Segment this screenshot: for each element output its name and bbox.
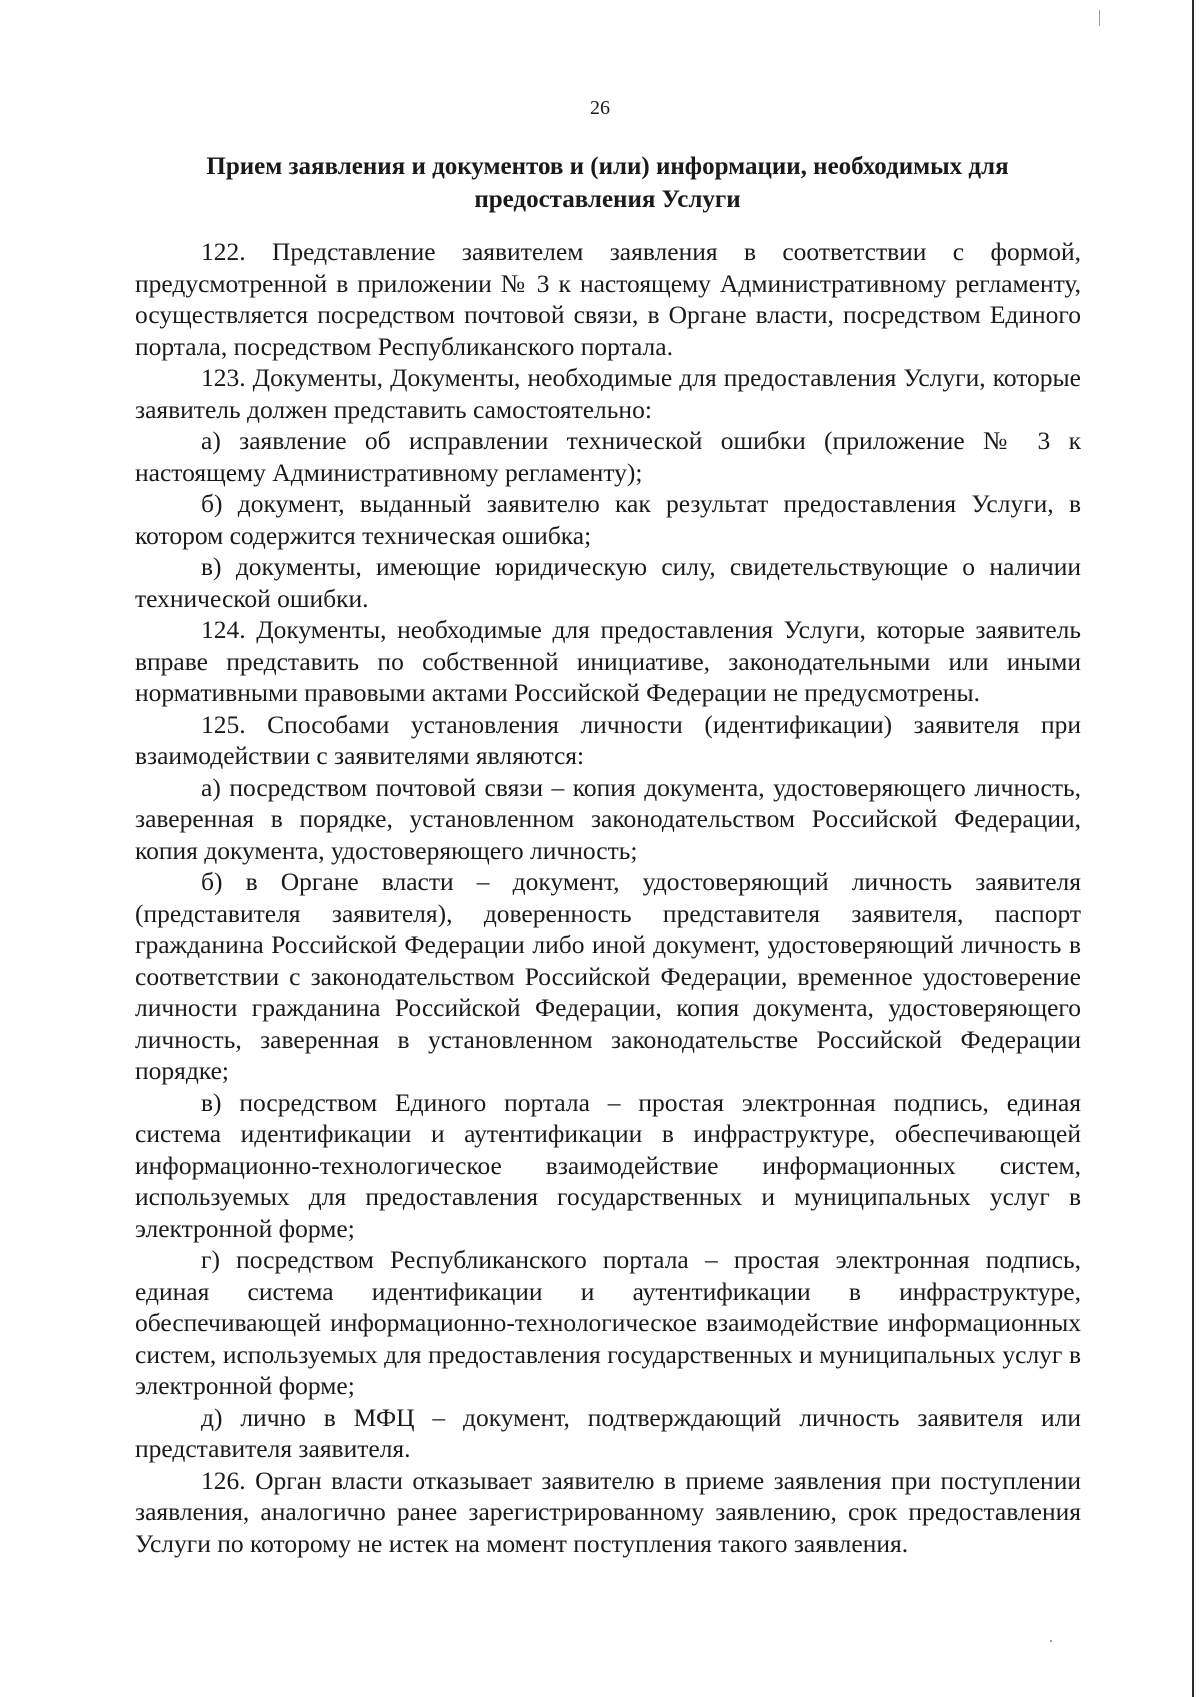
paragraph-123-a: а) заявление об исправлении технической ошибки (приложение № 3 к настоящему Административному регламенту); xyxy=(135,426,1081,487)
paragraph-123: 123. Документы, Документы, необходимые для предоставления Услуги, которые заявитель должен представить самостоятельно: xyxy=(135,363,1081,424)
document-body xyxy=(135,236,1081,1559)
paragraph-123-v: в) документы, имеющие юридическую силу, свидетельствующие о наличии технической ошибки. xyxy=(135,552,1081,613)
page-number: 26 xyxy=(590,97,610,119)
paragraph-123-b: б) документ, выданный заявителю как результат предоставления Услуги, в котором содержится техническая ошибка; xyxy=(135,489,1081,550)
section-title: Прием заявления и документов и (или) информации, необходимых для предоставления Услуги xyxy=(206,153,1009,213)
paragraph-125: 125. Способами установления личности (идентификации) заявителя при взаимодействии с заявителями являются: xyxy=(135,709,1081,770)
paragraph-125-d: д) лично в МФЦ – документ, подтверждающий личность заявителя или представителя заявителя. xyxy=(135,1402,1081,1463)
scan-mark xyxy=(1099,10,1100,26)
paragraph-126: 126. Орган власти отказывает заявителю в приеме заявления при поступлении заявления, аналогично ранее зарегистрированному заявлению, срок предоставления Услуги по которому не истек на момент поступления такого заявления. xyxy=(135,1465,1081,1558)
paragraph-125-v: в) посредством Единого портала – простая электронная подпись, единая система идентификации и аутентификации в инфраструктуре, обеспечивающей информационно-технологическое взаимодействие информационных систем, используемых для предоставления государственных и муниципальных услуг в электронной форме; xyxy=(135,1087,1081,1243)
paragraph-124: 124. Документы, необходимые для предоставления Услуги, которые заявитель вправе представить по собственной инициативе, законодательными или иными нормативными правовыми актами Российской Федерации не предусмотрены. xyxy=(135,615,1081,707)
scan-mark xyxy=(1050,1640,1052,1642)
paragraph-125-g: г) посредством Республиканского портала – простая электронная подпись, единая система идентификации и аутентификации в инфраструктуре, обеспечивающей информационно-технологическое взаимодействие информационных систем, используемых для предоставления государственных и муниципальных услуг в электронной форме; xyxy=(135,1245,1081,1400)
paragraph-125-b: б) в Органе власти – документ, удостоверяющий личность заявителя (представителя заявителя), доверенность представителя заявителя, паспорт гражданина Российской Федерации либо иной документ, удостоверяющий личность в соответствии с законодательством Российской Федерации, временное удостоверение личности гражданина Российской Федерации, копия документа, удостоверяющего личность, заверенная в установленном законодательстве Российской Федерации порядке; xyxy=(135,867,1081,1085)
paragraph-122: 122. Представление заявителем заявления в соответствии с формой, предусмотренной в приложении № 3 к настоящему Административному регламенту, осуществляется посредством почтовой связи, в Органе власти, посредством Единого портала, посредством Республиканского портала. xyxy=(135,237,1081,361)
paragraph-125-a: а) посредством почтовой связи – копия документа, удостоверяющего личность, заверенная в порядке, установленном законодательством Российской Федерации, копия документа, удостоверяющего личность; xyxy=(135,772,1081,865)
scan-edge-line xyxy=(1192,0,1194,1697)
